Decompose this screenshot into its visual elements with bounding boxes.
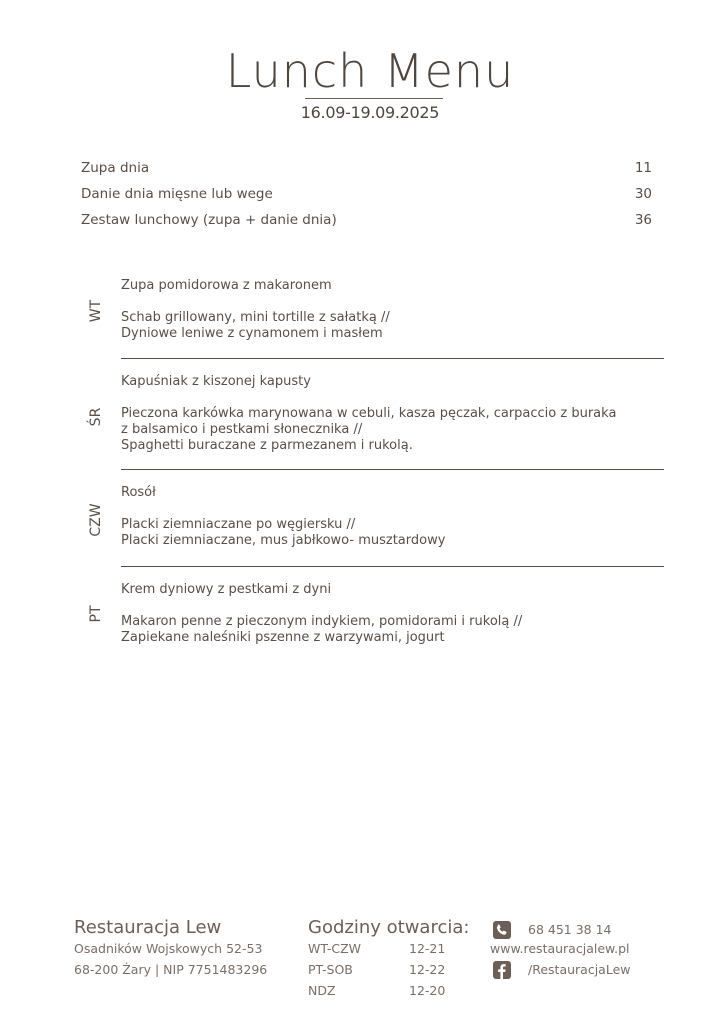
page-title: Lunch Menu [225, 44, 515, 98]
day-soup: Rosół [121, 485, 156, 500]
address-line: Osadników Wojskowych 52-53 [74, 941, 263, 956]
facebook-icon [493, 961, 511, 979]
day-mains: Pieczona karkówka marynowana w cebuli, kasza pęczak, carpaccio z buraka z balsamico i pestkami słonecznika // Spaghetti buraczane z parmezanem i rukolą. [121, 406, 617, 453]
day-label: CZW [88, 503, 104, 537]
day-divider [121, 566, 664, 567]
footer [0, 915, 724, 1015]
price-item-name: Zestaw lunchowy (zupa + danie dnia) [81, 212, 337, 228]
price-item-value: 36 [634, 212, 652, 228]
phone-icon [493, 921, 511, 939]
facebook-link[interactable]: /RestauracjaLew [528, 962, 631, 977]
price-row [81, 212, 652, 232]
day-divider [121, 358, 664, 359]
restaurant-name: Restauracja Lew [74, 917, 222, 938]
hours-days: NDZ [308, 983, 336, 998]
day-divider [121, 469, 664, 470]
day-label: PT [88, 605, 104, 623]
phone-number[interactable]: 68 451 38 14 [528, 922, 612, 937]
price-item-value: 11 [634, 160, 652, 176]
address-line: 68-200 Żary | NIP 7751483296 [74, 962, 268, 977]
day-mains: Makaron penne z pieczonym indykiem, pomidorami i rukolą // Zapiekane naleśniki pszenne z warzywami, jogurt [121, 614, 523, 645]
day-soup: Zupa pomidorowa z makaronem [121, 278, 332, 293]
day-mains: Schab grillowany, mini tortille z sałatką // Dyniowe leniwe z cynamonem i masłem [121, 310, 390, 341]
price-item-name: Zupa dnia [81, 160, 150, 176]
day-block-wednesday [81, 374, 664, 474]
hours-days: PT-SOB [308, 962, 353, 977]
day-label: ŚR [88, 407, 104, 427]
website-link[interactable]: www.restauracjalew.pl [490, 941, 630, 956]
day-soup: Krem dyniowy z pestkami z dyni [121, 582, 332, 597]
hours-time: 12-20 [409, 983, 446, 998]
hours-time: 12-22 [409, 962, 446, 977]
price-item-name: Danie dnia mięsne lub wege [81, 186, 273, 202]
day-label: WT [88, 299, 104, 323]
price-item-value: 30 [634, 186, 652, 202]
hours-time: 12-21 [409, 941, 446, 956]
title-divider [305, 98, 443, 99]
hours-days: WT-CZW [308, 941, 362, 956]
day-mains: Placki ziemniaczane po węgiersku // Placki ziemniaczane, mus jabłkowo- musztardowy [121, 517, 446, 548]
price-row [81, 186, 652, 206]
date-range: 16.09-19.09.2025 [300, 103, 440, 122]
day-block-tuesday [81, 278, 664, 360]
day-block-thursday [81, 485, 664, 569]
day-block-friday [81, 582, 664, 652]
hours-title: Godziny otwarcia: [308, 917, 470, 938]
day-soup: Kapuśniak z kiszonej kapusty [121, 374, 311, 389]
price-row [81, 160, 652, 180]
